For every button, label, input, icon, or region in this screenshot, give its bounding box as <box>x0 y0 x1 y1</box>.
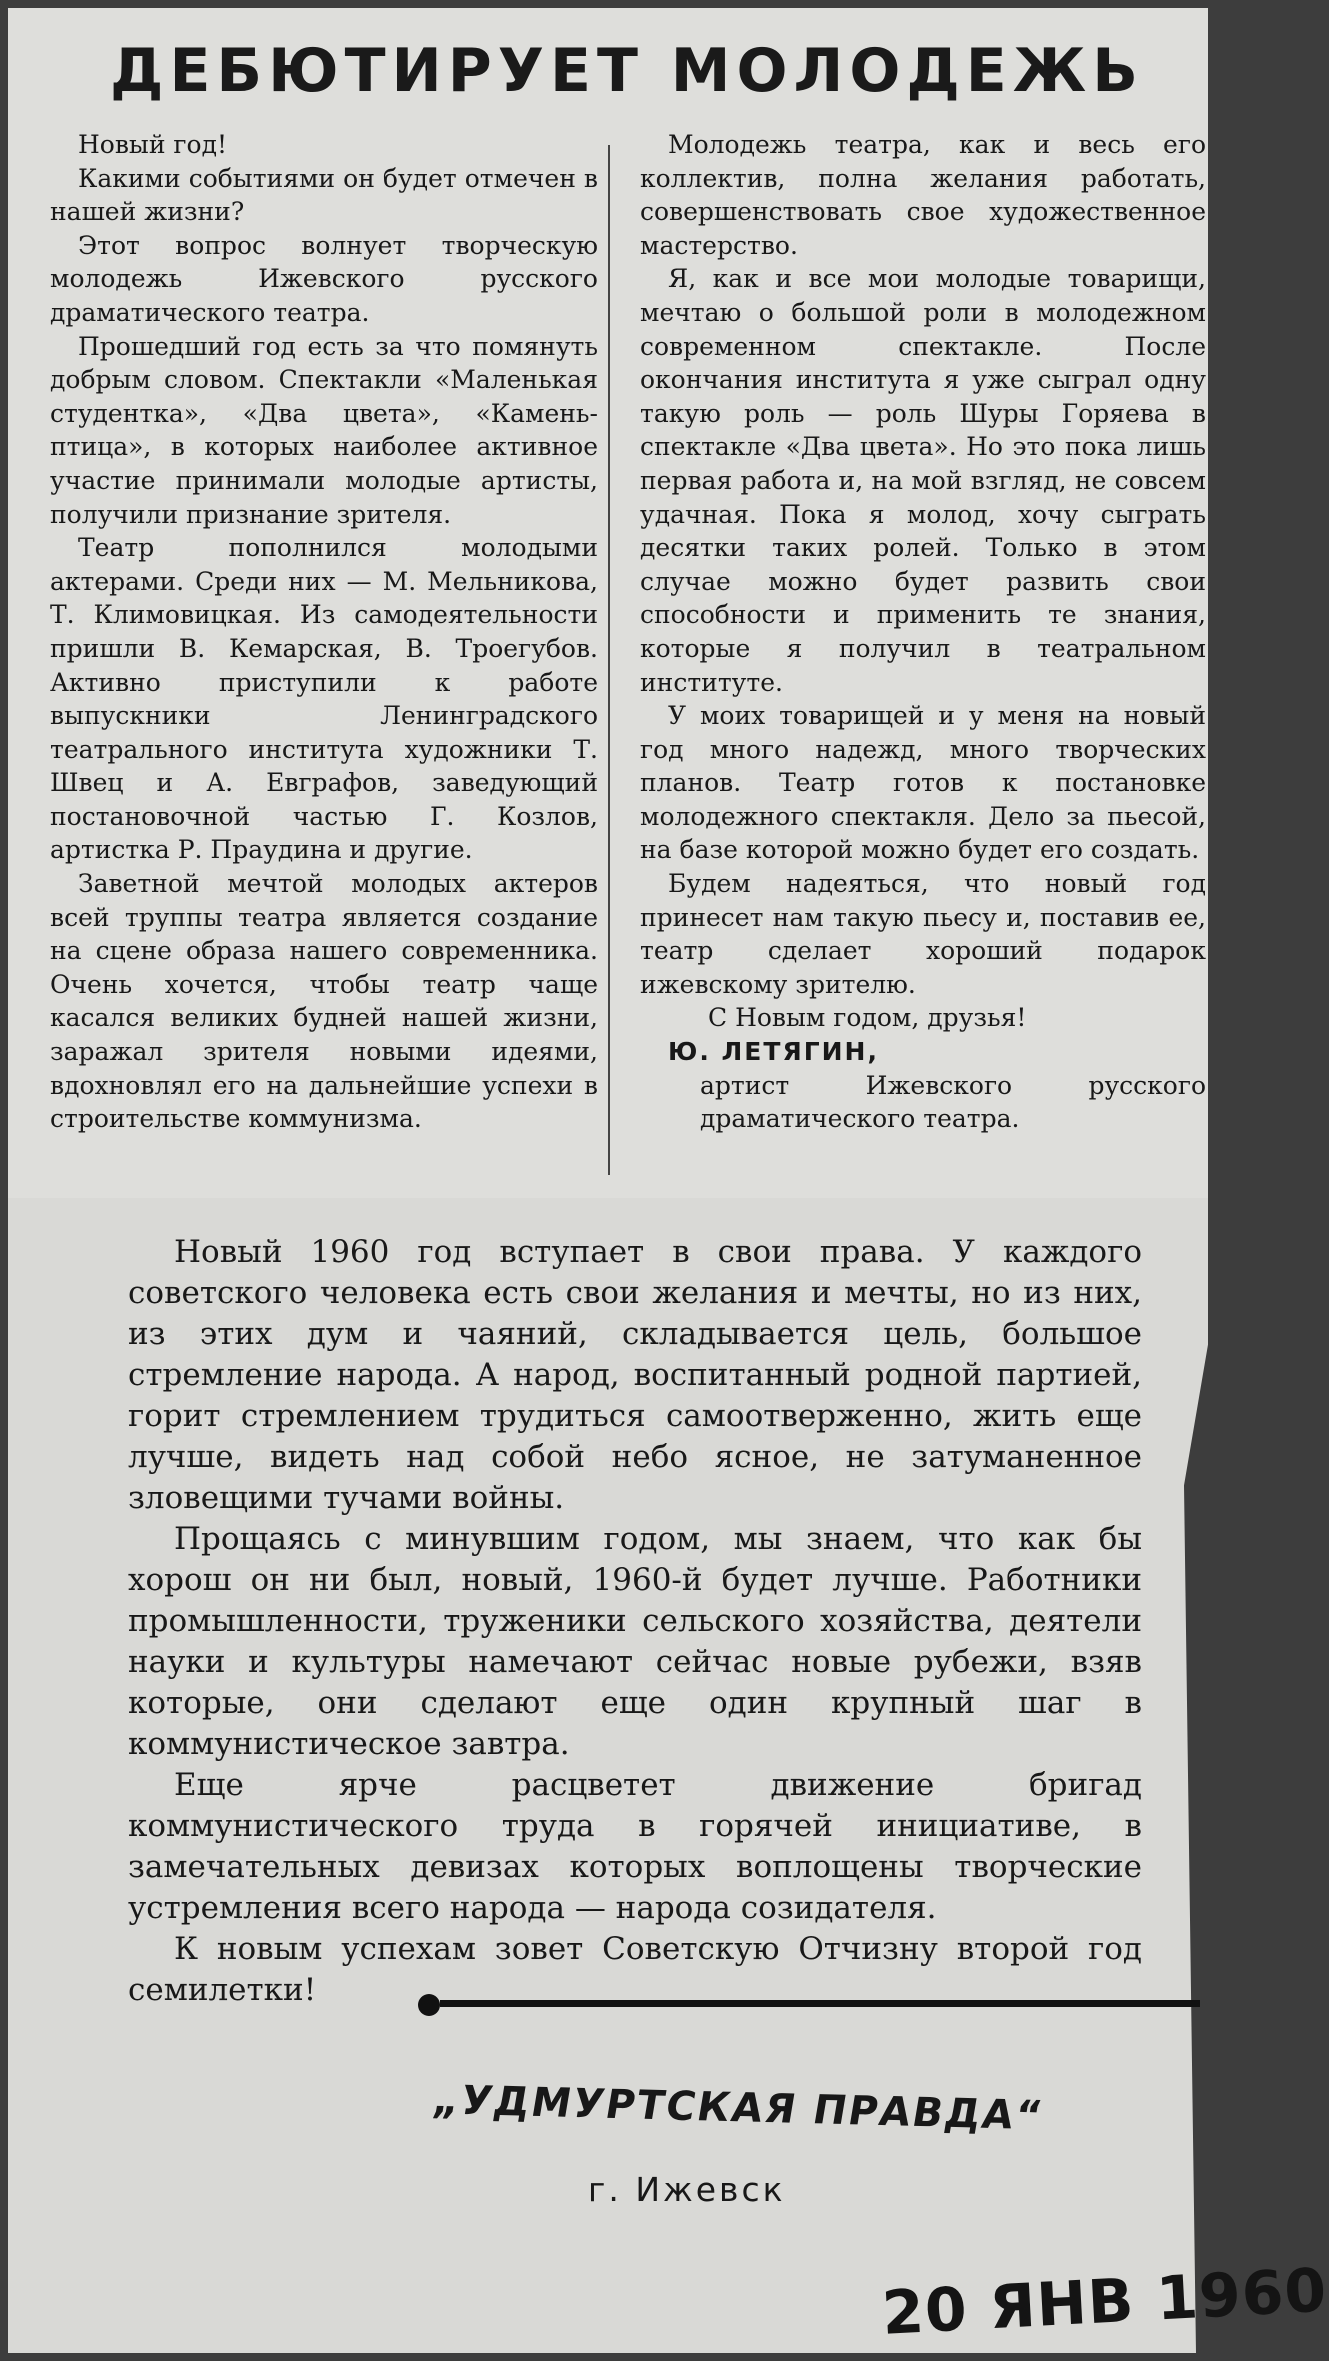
column-divider <box>608 145 610 1175</box>
author-name: Ю. ЛЕТЯГИН, <box>668 1037 879 1067</box>
newspaper-name: „УДМУРТСКАЯ ПРАВДА“ <box>429 2077 1048 2140</box>
horizontal-rule <box>440 2000 1200 2007</box>
rule-dot <box>418 1994 440 2016</box>
author-role: артист Ижевского русского драматического театра. <box>700 1070 1206 1134</box>
right-column <box>640 128 1206 1136</box>
paragraph: Новый 1960 год вступает в свои права. У каждого советского человека есть свои желания и мечты, но из них, из этих дум и чаяний, складывается цель, большое стремление народа. А народ, воспитанный родной партией, горит стремлением трудиться самоотверженно, жить еще лучше, видеть над собой небо ясное, не затуманенное зловещими тучами войны. <box>128 1234 1142 1516</box>
paragraph: Театр пополнился молодыми актерами. Среди них — М. Мельникова, Т. Климовицкая. Из самодеятельности пришли В. Кемарская, В. Троегубов. Активно приступили к работе выпускники Ленинградского театрального института художники Т. Швец и А. Евграфов, заведующий постановочной частью Г. Козлов, артистка Р. Праудина и другие. <box>50 533 598 865</box>
paragraph: Еще ярче расцветет движение бригад коммунистического труда в горячей инициативе, в замечательных девизах которых воплощены творческие устремления всего народа — народа созидателя. <box>128 1767 1142 1926</box>
newspaper-city: г. Ижевск <box>588 2170 786 2209</box>
paragraph: У моих товарищей и у меня на новый год много надежд, много творческих планов. Театр готов к постановке молодежного спектакля. Дело за пьесой, на базе которой можно будет его создать. <box>640 701 1206 865</box>
paragraph: Заветной мечтой молодых актеров всей труппы театра является создание на сцене образа нашего современника. Очень хочется, чтобы театр чаще касался великих будней нашей жизни, заражал зрителя новыми идеями, вдохновлял его на дальнейшие успехи в строительстве коммунизма. <box>50 869 598 1134</box>
left-column <box>50 128 598 1136</box>
paragraph: С Новым годом, друзья! <box>708 1003 1027 1033</box>
editorial-text <box>128 1232 1142 2011</box>
paragraph: Прошедший год есть за что помянуть добрым словом. Спектакли «Маленькая студентка», «Два цвета», «Камень-птица», в которых наиболее активное участие принимали молодые артисты, получили признание зрителя. <box>50 331 598 529</box>
paragraph: Молодежь театра, как и весь его коллектив, полна желания работать, совершенствовать свое художественное мастерство. <box>640 130 1206 260</box>
paragraph: Какими событиями он будет отмечен в нашей жизни? <box>50 163 598 227</box>
date-stamp: 20 ЯНВ 1960 <box>880 2255 1329 2349</box>
article-headline: ДЕБЮТИРУЕТ МОЛОДЕЖЬ <box>110 36 1144 106</box>
paragraph: Этот вопрос волнует творческую молодежь Ижевского русского драматического театра. <box>50 230 598 327</box>
paragraph: К новым успехам зовет Советскую Отчизну второй год семилетки! <box>128 1931 1142 2008</box>
paragraph: Я, как и все мои молодые товарищи, мечтаю о большой роли в молодежном современном спектакле. После окончания института я уже сыграл одну такую роль — роль Шуры Горяева в спектакле «Два цвета». Но это пока лишь первая работа и, на мой взгляд, не совсем удачная. Пока я молод, хочу сыграть десятки таких ролей. Только в этом случае можно будет развить свои способности и применить те знания, которые я получил в театральном институте. <box>640 264 1206 697</box>
paragraph: Новый год! <box>78 130 228 159</box>
paragraph: Будем надеяться, что новый год принесет нам такую пьесу и, поставив ее, театр сделает хороший подарок ижевскому зрителю. <box>640 869 1206 999</box>
paragraph: Прощаясь с минувшим годом, мы знаем, что как бы хорош он ни был, новый, 1960-й будет лучше. Работники промышленности, труженики сельского хозяйства, деятели науки и культуры намечают сейчас новые рубежи, взяв которые, они сделают еще один крупный шаг в коммунистическое завтра. <box>128 1521 1142 1762</box>
